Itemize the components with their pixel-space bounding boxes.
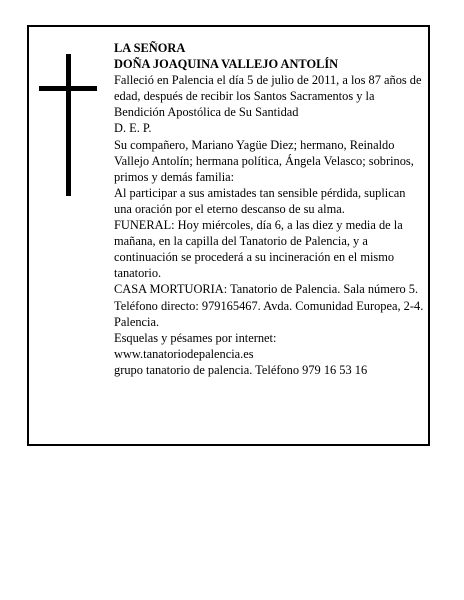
notice-heading: LA SEÑORA — [114, 41, 186, 55]
cross-horizontal-bar — [39, 86, 97, 91]
notice-text — [114, 40, 426, 378]
contact-line: grupo tanatorio de palencia. Teléfono 979 16 53 16 — [114, 362, 368, 377]
funeral-paragraph: FUNERAL: Hoy miércoles, día 6, a las diez y media de la mañana, en la capilla del Tanatorio de Palencia, y a continuación se procederá a su incineración en el mismo tanatorio. — [114, 218, 403, 281]
deceased-name: DOÑA JOAQUINA VALLEJO ANTOLÍN — [114, 57, 339, 72]
house-paragraph: CASA MORTUORIA: Tanatorio de Palencia. Sala número 5. Teléfono directo: 979165467. Avda. Comunidad Europea, 2-4. Palencia. — [114, 282, 424, 329]
internet-label: Esquelas y pésames por internet: — [114, 330, 277, 345]
website-link[interactable]: www.tanatoriodepalencia.es — [114, 346, 254, 361]
request-paragraph: Al participar a sus amistades tan sensible pérdida, suplican una oración por el eterno descanso de su alma. — [114, 185, 406, 216]
family-paragraph: Su compañero, Mariano Yagüe Diez; hermano, Reinaldo Vallejo Antolín; hermana política, Ángela Velasco; sobrinos, primos y demás familia: — [114, 137, 414, 184]
death-paragraph: Falleció en Palencia el día 5 de julio de 2011, a los 87 años de edad, después de recibir los Santos Sacramentos y la Bendición Apostólica de Su Santidad — [114, 73, 422, 120]
dep-line: D. E. P. — [114, 121, 152, 136]
cross-vertical-bar — [66, 54, 71, 196]
